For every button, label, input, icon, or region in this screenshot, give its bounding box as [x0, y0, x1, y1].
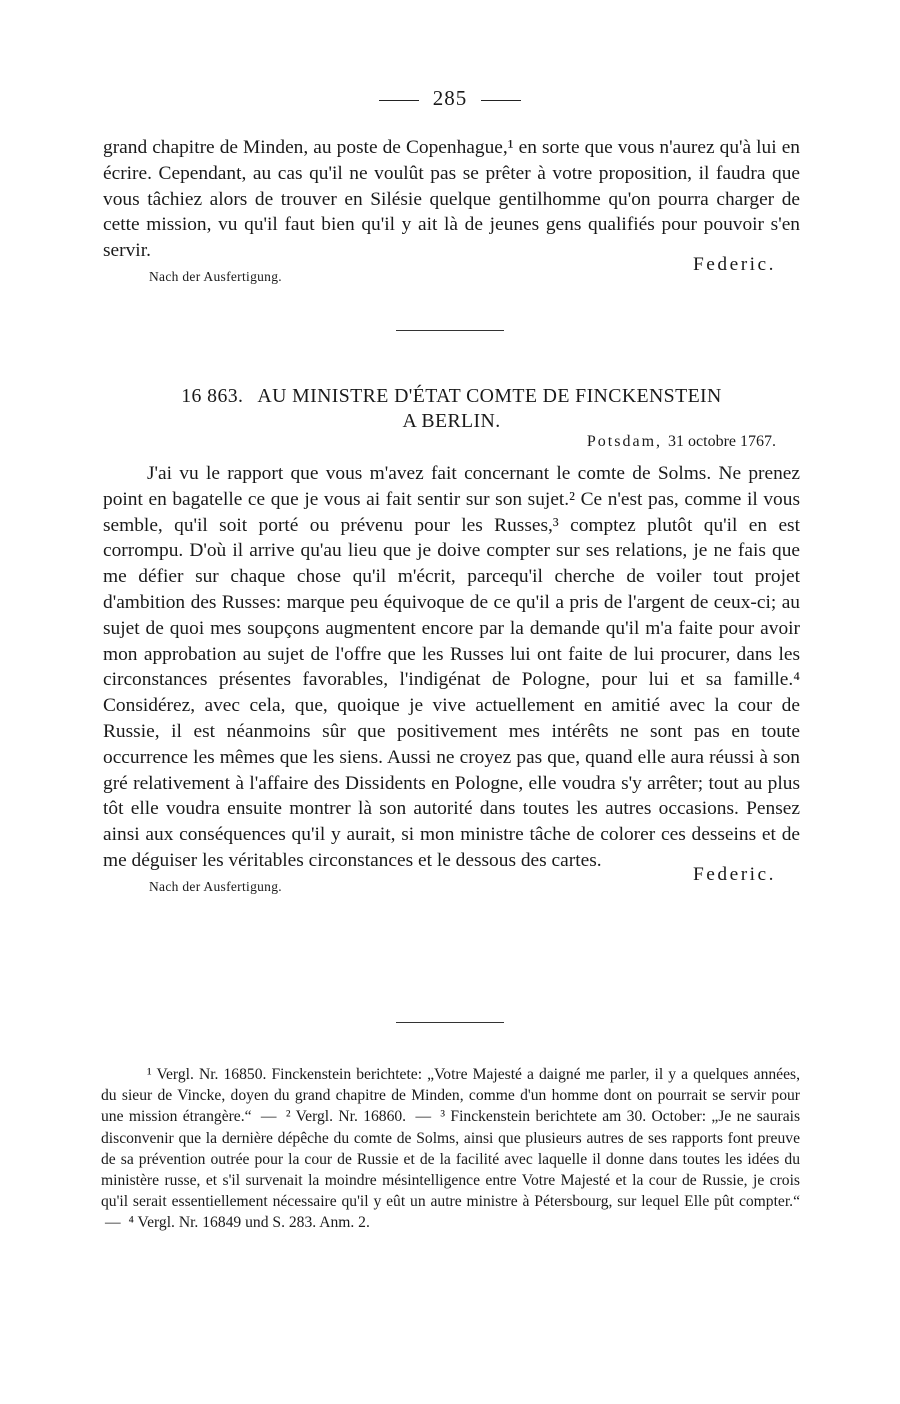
dateline	[587, 433, 776, 451]
letter1-closing	[103, 253, 800, 290]
signature: Federic.	[693, 863, 776, 885]
footnote-separator: —	[105, 1214, 121, 1232]
letter2-closing	[103, 863, 800, 900]
dateline-place: Potsdam,	[586, 433, 663, 450]
footnote-2: ² Vergl. Nr. 16860.	[285, 1108, 407, 1126]
footnotes	[101, 1064, 800, 1234]
page-header	[0, 86, 900, 111]
header-dash-left	[379, 100, 419, 101]
footnote-separator: —	[415, 1108, 432, 1126]
letter-title: AU MINISTRE D'ÉTAT COMTE DE FINCKENSTEIN	[257, 385, 722, 407]
letter-title-line2: A BERLIN.	[402, 410, 501, 432]
footnote-separator: —	[260, 1108, 277, 1126]
letter-body-text: J'ai vu le rapport que vous m'avez fait concernant le comte de Solms. Ne prenez point en bagatelle ce que je vous ai fait sentir sur son sujet.² Ce n'est pas, comme il vous semble, qu'il soit porté ou prévenu pour les Russes,³ comptez plutôt qu'il en est corrompu. D'où il arrive qu'au lieu que je doive compter sur ses relations, je ne fais que me défier sur chaque chose qu'il m'écrit, parcequ'il cherche de voiler tout projet d'ambition des Russes: marque peu équivoque de ce qu'il a pris de l'argent de ceux-ci; au sujet de quoi mes soupçons augmentent encore par la demande qu'il m'a faite pour avoir mon approbation au sujet de l'offre que les Russes lui ont faite de lui procurer, dans les circonstances présentes favorables, l'indigénat de Pologne, pour lui et sa famille.⁴ Considérez, avec cela, que, quoique je vive actuellement en amitié avec la cour de Russie, il est néanmoins sûr que positivement mes intérêts ne sont pas en toute occurrence les mêmes que les siens. Aussi ne croyez pas que, quand elle aura réussi à son gré relativement à l'affaire des Dissidents en Pologne, elle voudra s'y arrêter; tout au plus tôt elle voudra ensuite montrer là son autorité dans toutes les autres occasions. Pensez ainsi aux conséquences qu'il y aurait, si mon ministre tâche de colorer ces desseins et de me déguiser les véritables circonstances et le dessous des cartes.	[103, 463, 800, 871]
letter-body	[103, 461, 800, 900]
letter-number: 16 863.	[181, 385, 244, 407]
letter-continuation	[103, 135, 800, 290]
source-note: Nach der Ausfertigung.	[149, 878, 282, 894]
footnote-4: ⁴ Vergl. Nr. 16849 und S. 283. Anm. 2.	[128, 1214, 370, 1232]
page-number: 285	[432, 86, 468, 110]
section-divider	[396, 330, 504, 331]
source-note: Nach der Ausfertigung.	[149, 268, 282, 284]
header-dash-right	[481, 100, 521, 101]
letter-heading	[103, 384, 800, 434]
letter-continuation-text: grand chapitre de Minden, au poste de Copenhague,¹ en sorte que vous n'aurez qu'à lui en écrire. Cependant, au cas qu'il ne voulût pas se prêter à votre proposition, il faudra que vous tâchiez alors de trouver en Silésie quelque gentilhomme qu'on pourra charger de cette mission, vu qu'il faut bien qu'il y ait là de jeunes gens qualifiés pour pouvoir s'en servir.	[103, 137, 800, 262]
dateline-date: 31 octobre 1767.	[668, 433, 776, 450]
footnote-1: ¹ Vergl. Nr. 16850. Finckenstein berichtete: „Votre Majesté a daigné me parler, il y a quelques années, du sieur de Vincke, doyen du grand chapitre de Minden, comme d'un homme dont on pourrait se servir pour une mission étrangère.“	[101, 1066, 800, 1126]
footnote-divider	[396, 1022, 504, 1023]
signature: Federic.	[693, 253, 776, 275]
footnote-3: ³ Finckenstein berichtete am 30. October: „Je ne saurais disconvenir que la dernière dépêche du comte de Solms, ainsi que plusieurs autres de ses rapports font preuve de sa prévention outrée pour la cour de Russie et de la facilité avec laquelle il donne dans toutes les idées du ministère russe, et s'il survenait la moindre mésintelligence entre Votre Majesté et la cour de Russie, je crois qu'il serait essentiellement nécessaire qu'il y eût un autre ministre à Pétersbourg, sur lequel Elle pût compter.“	[101, 1108, 801, 1211]
